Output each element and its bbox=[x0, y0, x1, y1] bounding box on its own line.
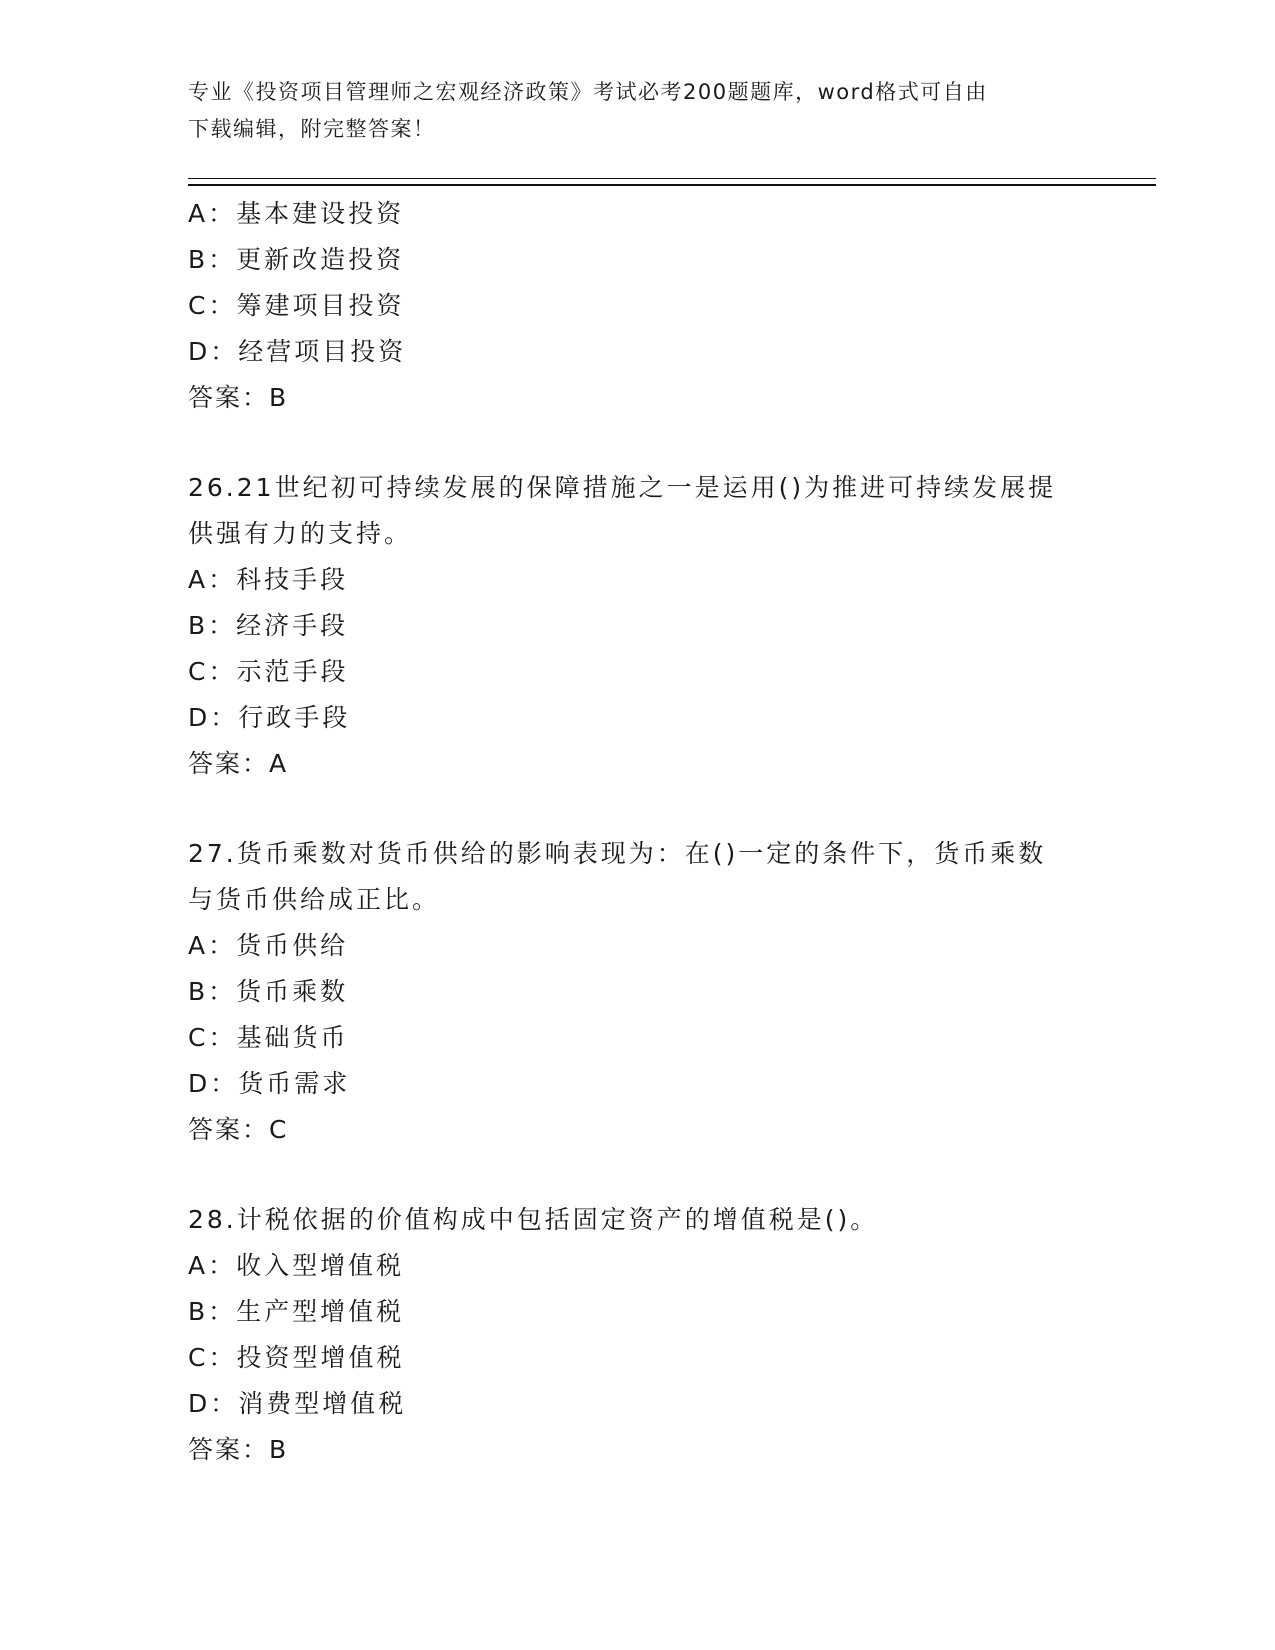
question-stem-line-1: 26.21世纪初可持续发展的保障措施之一是运用()为推进可持续发展提 bbox=[188, 473, 1057, 502]
question-27 bbox=[188, 831, 1088, 1153]
answer-text: 答案：A bbox=[188, 749, 289, 778]
spacer bbox=[188, 787, 1088, 831]
question-list bbox=[188, 191, 1088, 1473]
option-b: B：生产型增值税 bbox=[188, 1297, 405, 1326]
question-stem-line-2: 供强有力的支持。 bbox=[188, 519, 413, 548]
spacer bbox=[188, 1153, 1088, 1197]
header-divider-top bbox=[188, 178, 1156, 179]
answer-text: 答案：C bbox=[188, 1115, 289, 1144]
option-d: D：经营项目投资 bbox=[188, 337, 407, 366]
option-c: C：筹建项目投资 bbox=[188, 291, 405, 320]
question-stem-line-1: 27.货币乘数对货币供给的影响表现为：在()一定的条件下，货币乘数 bbox=[188, 839, 1047, 868]
header-line-1: 专业《投资项目管理师之宏观经济政策》考试必考200题题库，word格式可自由 bbox=[188, 80, 988, 104]
spacer bbox=[188, 421, 1088, 465]
option-b: B：更新改造投资 bbox=[188, 245, 405, 274]
option-d: D：货币需求 bbox=[188, 1069, 351, 1098]
option-b: B：货币乘数 bbox=[188, 977, 349, 1006]
document-header bbox=[188, 74, 1088, 148]
option-c: C：示范手段 bbox=[188, 657, 349, 686]
option-b: B：经济手段 bbox=[188, 611, 349, 640]
option-a: A：货币供给 bbox=[188, 931, 349, 960]
option-a: A：科技手段 bbox=[188, 565, 349, 594]
question-26 bbox=[188, 465, 1088, 787]
option-a: A：收入型增值税 bbox=[188, 1251, 405, 1280]
option-a: A：基本建设投资 bbox=[188, 199, 405, 228]
header-line-2: 下载编辑，附完整答案！ bbox=[188, 117, 436, 141]
answer-text: 答案：B bbox=[188, 383, 289, 412]
question-stem-line-2: 与货币供给成正比。 bbox=[188, 885, 441, 914]
option-c: C：投资型增值税 bbox=[188, 1343, 405, 1372]
answer-text: 答案：B bbox=[188, 1435, 289, 1464]
question-25 bbox=[188, 191, 1088, 421]
option-c: C：基础货币 bbox=[188, 1023, 349, 1052]
question-stem-line-1: 28.计税依据的价值构成中包括固定资产的增值税是()。 bbox=[188, 1205, 879, 1234]
option-d: D：行政手段 bbox=[188, 703, 351, 732]
option-d: D：消费型增值税 bbox=[188, 1389, 407, 1418]
header-divider-bottom bbox=[188, 184, 1156, 186]
question-28 bbox=[188, 1197, 1088, 1473]
